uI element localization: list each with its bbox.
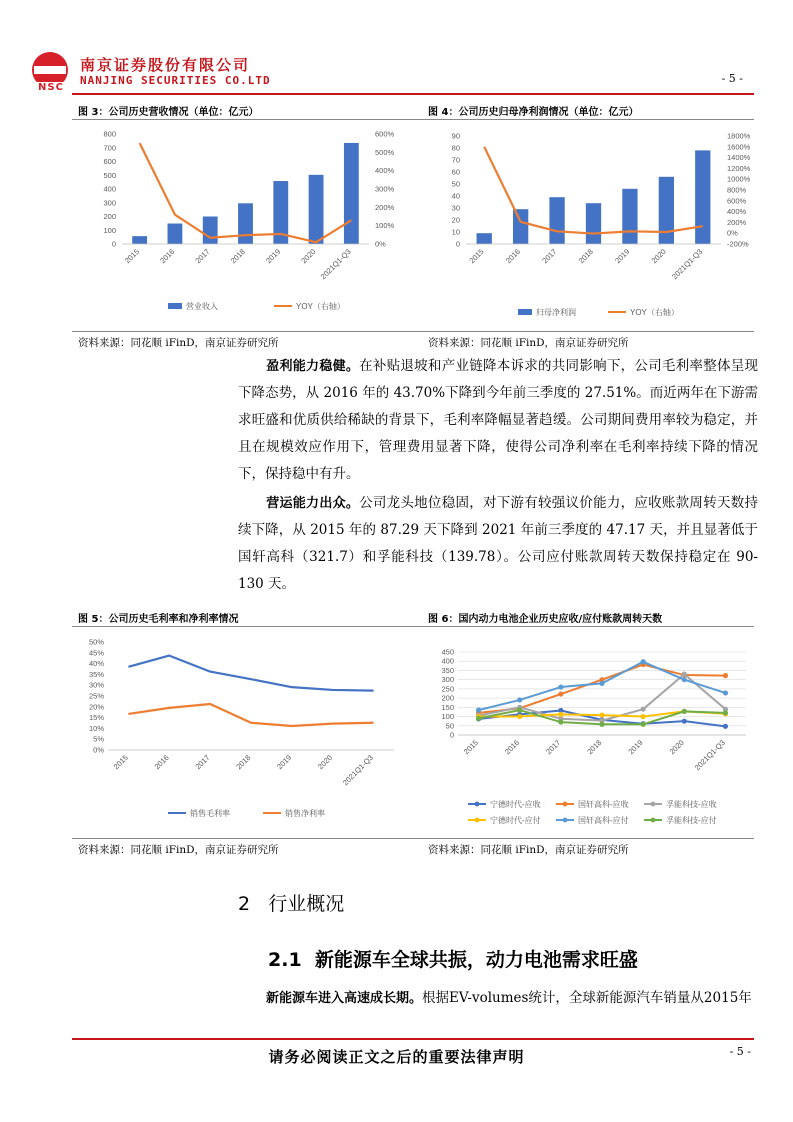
fig5-y-tick: 5% (93, 734, 104, 744)
fig4-y-right-tick: 1000% (727, 174, 751, 184)
fig-row1-bottom-rule (72, 331, 754, 332)
section-number: 2 (238, 893, 251, 915)
fig5-series-line (128, 704, 373, 726)
fig5-y-tick: 35% (88, 669, 104, 679)
fig4-x-tick-label: 2016 (503, 247, 523, 266)
fig4-y-left-tick: 40 (451, 191, 460, 201)
fig5-y-tick: 50% (88, 637, 104, 647)
fig5-y-tick: 40% (88, 659, 104, 669)
fig4-x-tick-label: 2017 (540, 247, 559, 266)
logo-text: NSC (30, 82, 72, 93)
fig6-x-tick-label: 2016 (502, 738, 522, 757)
fig6-series-point (723, 724, 728, 729)
fig6-legend-marker (563, 818, 568, 823)
fig4-bar (549, 197, 564, 244)
fig6-x-tick-label: 2017 (544, 738, 563, 757)
fig4-x-tick-label: 2015 (467, 247, 486, 266)
fig4-y-left-tick: 80 (451, 143, 460, 153)
fig5-x-tick-label: 2019 (275, 753, 294, 772)
fig6-series-point (641, 659, 646, 664)
fig6-series-point (641, 722, 646, 727)
fig4-bar (513, 209, 528, 244)
fig6-series-point (558, 712, 563, 717)
legal-notice: 请务必阅读正文之后的重要法律声明 (268, 1048, 525, 1066)
footer-rule (72, 1038, 754, 1040)
fig5-x-tick-label: 2016 (152, 753, 171, 772)
fig4-y-right-tick: 1400% (727, 153, 751, 163)
page-number-top: - 5 - (721, 72, 743, 85)
paragraph-operations-text: 公司龙头地位稳固，对下游有较强议价能力，应收账款周转天数持续下降，从 2015 年的 87.29 天下降到 2021 年前三季度的 47.17 天，并且显著低于国轩高科（321.7）和孚能科技（139.78）。公司应付账款周转天数保持稳定在 90-130 天。 (238, 495, 758, 592)
fig6-legend-label: 孚能科技-应收 (666, 800, 717, 809)
fig4-y-right-tick: 0% (727, 228, 738, 238)
fig6-source: 资料来源：同花顺 iFinD，南京证券研究所 (428, 844, 629, 856)
fig6-legend-label: 宁德时代-应收 (490, 800, 541, 809)
fig6-x-tick-label: 2019 (626, 738, 645, 757)
fig5-source: 资料来源：同花顺 iFinD，南京证券研究所 (78, 844, 279, 856)
fig4-chart (426, 122, 766, 327)
fig4-title: 图 4：公司历史归母净利润情况（单位：亿元） (428, 107, 639, 118)
fig3-x-tick-label: 2019 (264, 247, 283, 266)
fig6-x-tick-label: 2015 (461, 738, 480, 757)
fig5-y-tick: 25% (88, 691, 104, 701)
fig5-x-tick-label: 2020 (315, 753, 335, 772)
fig5-series-line (128, 656, 373, 691)
fig4-x-tick-label: 2021Q1-Q3 (670, 247, 705, 282)
fig3-bar (309, 175, 324, 244)
fig6-y-tick: 50 (445, 721, 454, 731)
fig3-y-left-tick: 100 (103, 225, 116, 235)
fig4-y-right-tick: 1800% (727, 131, 751, 141)
fig6-series-point (558, 684, 563, 689)
fig6-title: 图 6：国内动力电池企业历史应收/应付账款周转天数 (428, 614, 663, 625)
fig6-x-tick-label: 2021Q1-Q3 (692, 738, 727, 773)
fig4-y-left-tick: 70 (451, 155, 460, 165)
company-name-en: NANJING SECURITIES CO.LTD (80, 74, 271, 87)
fig5-title: 图 5：公司历史毛利率和净利率情况 (78, 614, 239, 625)
fig5-legend-label: 销售净利率 (285, 809, 325, 818)
fig4-legend-bar-label: 归母净利润 (536, 308, 576, 317)
fig4-y-left-tick: 0 (455, 239, 460, 249)
fig-row2-bottom-rule (72, 838, 754, 839)
fig3-bar (203, 217, 218, 245)
company-name-cn: 南京证券股份有限公司 (80, 56, 251, 74)
section-title: 行业概况 (268, 893, 345, 915)
fig3-y-left-tick: 800 (103, 129, 116, 139)
paragraph-ev-growth-lead: 新能源车进入高速成长期。 (266, 991, 423, 1006)
subsection-title: 新能源车全球共振，动力电池需求旺盛 (314, 949, 638, 971)
fig3-y-left-tick: 600 (103, 157, 116, 166)
fig6-legend-marker (475, 802, 480, 807)
paragraph-ev-growth (238, 985, 758, 1012)
fig6-series-point (476, 716, 481, 721)
fig6-legend-marker (475, 818, 480, 823)
fig3-bar (132, 236, 147, 244)
fig6-series-point (641, 714, 646, 719)
fig4-bar (659, 177, 674, 244)
fig3-x-tick-label: 2016 (158, 247, 177, 266)
fig3-x-tick-label: 2017 (193, 247, 212, 266)
fig5-x-tick-label: 2015 (111, 753, 130, 772)
paragraph-ev-growth-text: 根据EV-volumes统计，全球新能源汽车销量从2015年 (422, 990, 752, 1006)
fig5-y-tick: 10% (88, 723, 104, 733)
fig3-y-left-tick: 700 (103, 143, 116, 153)
fig6-y-tick: 350 (441, 665, 454, 675)
fig4-x-tick-label: 2020 (649, 247, 668, 266)
fig5-x-tick-label: 2018 (234, 753, 253, 772)
fig6-series-point (599, 712, 604, 717)
fig4-x-tick-label: 2019 (613, 247, 632, 266)
fig4-y-left-tick: 50 (451, 179, 460, 189)
fig5-y-tick: 45% (88, 648, 104, 658)
fig6-series-point (558, 691, 563, 696)
fig5-y-tick: 30% (88, 680, 104, 690)
paragraph-profitability-text: 在补贴退坡和产业链降本诉求的共同影响下，公司毛利率整体呈现下降态势，从 2016 年的 43.70%下降到今年前三季度的 27.51%。而近两年在下游需求旺盛和优质供给稀缺的背景下，毛利率降幅显著趋缓。公司期间费用率较为稳定，并且在规模效应作用下，管理费用显著下降，使得公司净利率在毛利率持续下降的情况下，保持稳中有升。 (238, 358, 758, 482)
fig6-series-point (641, 707, 646, 712)
paragraph-profitability (238, 353, 758, 488)
fig6-series-point (517, 697, 522, 702)
fig6-y-tick: 450 (441, 647, 454, 657)
fig6-legend-label: 孚能科技-应付 (666, 816, 717, 825)
fig4-y-left-tick: 10 (451, 227, 460, 237)
fig4-y-right-tick: 800% (727, 185, 747, 195)
fig6-series-point (599, 681, 604, 686)
fig4-y-left-tick: 30 (451, 203, 460, 213)
fig-row1-top-rule (72, 119, 754, 120)
logo-band (34, 66, 66, 74)
fig6-y-tick: 250 (441, 684, 454, 694)
fig4-bar (622, 189, 637, 244)
fig3-y-left-tick: 200 (103, 212, 116, 221)
fig6-series-point (476, 708, 481, 713)
fig3-y-left-tick: 500 (103, 170, 116, 180)
paragraph-profitability-lead: 盈利能力稳健。 (266, 359, 360, 374)
fig6-y-tick: 150 (441, 702, 454, 712)
fig6-x-tick-label: 2020 (667, 738, 686, 757)
fig6-y-tick: 100 (441, 712, 454, 722)
fig3-title: 图 3：公司历史营收情况（单位：亿元） (78, 107, 259, 118)
fig5-chart (76, 630, 416, 835)
fig5-y-tick: 20% (88, 702, 104, 712)
fig3-legend-bar-label: 营业收入 (186, 302, 218, 311)
fig3-bar (344, 143, 359, 244)
fig6-series-point (723, 673, 728, 678)
fig3-y-right-tick: 200% (375, 202, 395, 212)
fig6-series-point (517, 708, 522, 713)
fig5-y-tick: 15% (88, 713, 104, 723)
fig6-x-tick-label: 2018 (585, 738, 604, 757)
fig3-legend-bar-swatch (168, 303, 182, 309)
page-number-bottom: - 5 - (729, 1045, 751, 1058)
fig4-legend-line-label: YOY（右轴） (630, 308, 679, 317)
fig3-x-tick-label: 2015 (122, 247, 142, 266)
fig6-series-point (599, 722, 604, 727)
fig6-series-point (723, 710, 728, 715)
fig4-y-left-tick: 90 (451, 131, 460, 141)
fig3-y-right-tick: 0% (375, 239, 386, 249)
fig3-y-right-tick: 500% (375, 147, 395, 157)
fig3-x-tick-label: 2021Q1-Q3 (318, 247, 353, 282)
fig5-legend-label: 销售毛利率 (190, 809, 230, 818)
fig5-x-tick-label: 2021Q1-Q3 (340, 753, 375, 788)
subsection-number: 2.1 (268, 949, 302, 971)
fig4-y-right-tick: -200% (727, 239, 749, 249)
fig6-series-point (517, 714, 522, 719)
fig6-y-tick: 200 (441, 693, 454, 703)
fig6-series-point (682, 719, 687, 724)
fig6-series-point (682, 672, 687, 677)
fig4-y-right-tick: 400% (727, 207, 747, 217)
fig6-legend-marker (651, 802, 656, 807)
fig3-y-left-tick: 300 (103, 198, 116, 208)
fig6-chart (426, 630, 766, 835)
fig5-x-tick-label: 2017 (193, 753, 212, 772)
fig6-legend-label: 宁德时代-应付 (490, 816, 541, 825)
fig3-y-right-tick: 300% (375, 184, 395, 194)
fig4-y-right-tick: 1200% (727, 163, 751, 173)
fig4-y-right-tick: 600% (727, 196, 747, 206)
fig3-legend-line-label: YOY（右轴） (296, 302, 345, 311)
fig3-source: 资料来源：同花顺 iFinD，南京证券研究所 (78, 337, 279, 349)
fig4-y-left-tick: 60 (451, 167, 460, 177)
fig3-x-tick-label: 2020 (299, 247, 318, 266)
fig6-series-point (682, 709, 687, 714)
fig3-chart (76, 122, 416, 327)
fig3-y-right-tick: 400% (375, 166, 395, 176)
fig6-legend-marker (651, 818, 656, 823)
fig3-x-tick-label: 2018 (228, 247, 247, 266)
fig6-legend-marker (563, 802, 568, 807)
fig3-y-right-tick: 600% (375, 129, 395, 139)
fig3-bar (238, 203, 253, 244)
fig4-y-right-tick: 200% (727, 217, 747, 227)
fig4-bar (477, 233, 492, 244)
subsection-heading (268, 945, 638, 972)
fig3-y-right-tick: 100% (375, 221, 395, 231)
fig6-series-point (723, 690, 728, 695)
fig6-y-tick: 400 (441, 656, 454, 666)
fig4-source: 资料来源：同花顺 iFinD，南京证券研究所 (428, 337, 629, 349)
fig5-y-tick: 0% (93, 745, 104, 755)
fig4-y-left-tick: 20 (451, 215, 460, 225)
fig4-bar (586, 203, 601, 244)
fig4-legend-bar-swatch (518, 309, 532, 315)
fig6-series-point (558, 719, 563, 724)
fig6-legend-label: 国轩高科-应付 (578, 816, 629, 825)
fig-row2-top-rule (72, 626, 754, 627)
fig6-y-tick: 300 (441, 675, 454, 685)
paragraph-operations-lead: 营运能力出众。 (266, 496, 360, 511)
fig3-bar (168, 224, 183, 244)
fig6-series-point (682, 677, 687, 682)
header-rule (72, 93, 754, 95)
fig6-legend-label: 国轩高科-应收 (578, 800, 629, 809)
fig4-bar (695, 150, 710, 244)
fig4-y-right-tick: 1600% (727, 142, 751, 152)
fig3-y-left-tick: 400 (103, 184, 116, 194)
paragraph-operations (238, 490, 758, 598)
fig4-x-tick-label: 2018 (576, 247, 595, 266)
fig6-y-tick: 0 (449, 730, 454, 740)
section-heading (238, 889, 344, 916)
fig3-y-left-tick: 0 (111, 239, 116, 249)
